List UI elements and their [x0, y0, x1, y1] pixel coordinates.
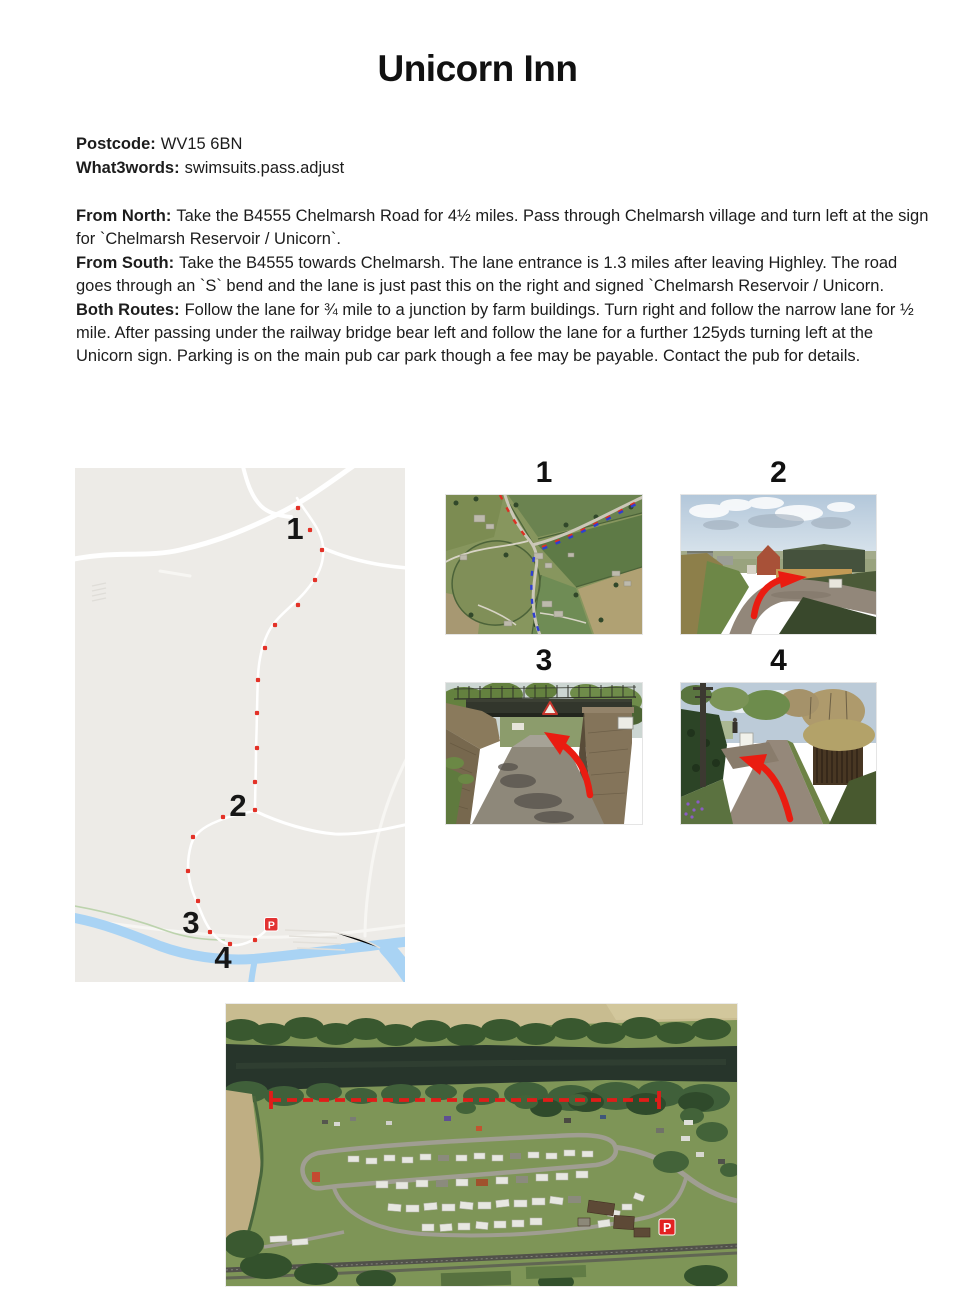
photo-2-label: 2 — [770, 456, 787, 489]
map-marker-2: 2 — [229, 788, 247, 823]
photo-4-label: 4 — [770, 644, 787, 677]
map-parking-icon — [265, 918, 279, 932]
pub-sign — [829, 579, 842, 588]
what3words-line — [76, 157, 344, 181]
postcode-value: WV15 6BN — [160, 135, 243, 153]
directions-block — [76, 205, 932, 369]
page-title: Unicorn Inn — [377, 48, 578, 89]
photo-3-railway-bridge — [446, 683, 642, 824]
bridge-sign — [618, 717, 633, 729]
map-marker-1: 1 — [286, 511, 304, 546]
map-background — [75, 468, 405, 982]
from-north-label: From North: — [76, 207, 172, 225]
directions-from-north — [76, 205, 932, 252]
info-block — [76, 133, 344, 180]
svg-text:P: P — [267, 919, 275, 932]
from-south-label: From South: — [76, 253, 175, 272]
both-routes-label: Both Routes: — [76, 300, 180, 319]
photo-1-label: 1 — [535, 456, 553, 489]
route-map — [75, 468, 405, 982]
aerial-parking-icon — [659, 1219, 675, 1235]
both-routes-text: Follow the lane for ¾ mile to a junction by farm buildings. Turn right and follow the narrow lane for ½ mile. After passing under the railway bridge bear left and follow the lane for a further 125yds turning left at the Unicorn sign. Parking is on the main pub car park though a fee may be payable. Contact the pub for details. — [76, 300, 914, 366]
map-marker-4: 4 — [214, 940, 232, 975]
from-north-text: Take the B4555 Chelmarsh Road for 4½ miles. Pass through Chelmarsh village and turn left at the sign for `Chelmarsh Reservoir / Unicorn`. — [76, 207, 929, 249]
telegraph-pole — [700, 683, 706, 787]
directions-both-routes — [76, 299, 932, 369]
red-caravan — [312, 1172, 320, 1182]
photo-3-label: 3 — [535, 644, 553, 677]
pedestrian — [733, 718, 737, 722]
postcode-line — [76, 133, 344, 157]
postcode-label: Postcode: — [76, 135, 156, 153]
what3words-value: swimsuits.pass.adjust — [184, 158, 345, 177]
what3words-label: What3words: — [76, 158, 180, 177]
photo-4-lane-fork — [681, 683, 876, 824]
green-barn — [783, 550, 865, 572]
svg-text:P: P — [663, 1220, 672, 1235]
from-south-text: Take the B4555 towards Chelmarsh. The lane entrance is 1.3 miles after leaving Highley. The road goes through an `S` bend and the lane is just past this on the right and signed `Chelmarsh Reservoir / Unicorn. — [76, 253, 898, 296]
directions-from-south — [76, 252, 932, 299]
aerial-photo — [226, 1004, 737, 1286]
map-marker-3: 3 — [182, 905, 200, 940]
photo-2-farm-junction — [681, 495, 876, 634]
photo-1-aerial-route — [446, 495, 642, 634]
